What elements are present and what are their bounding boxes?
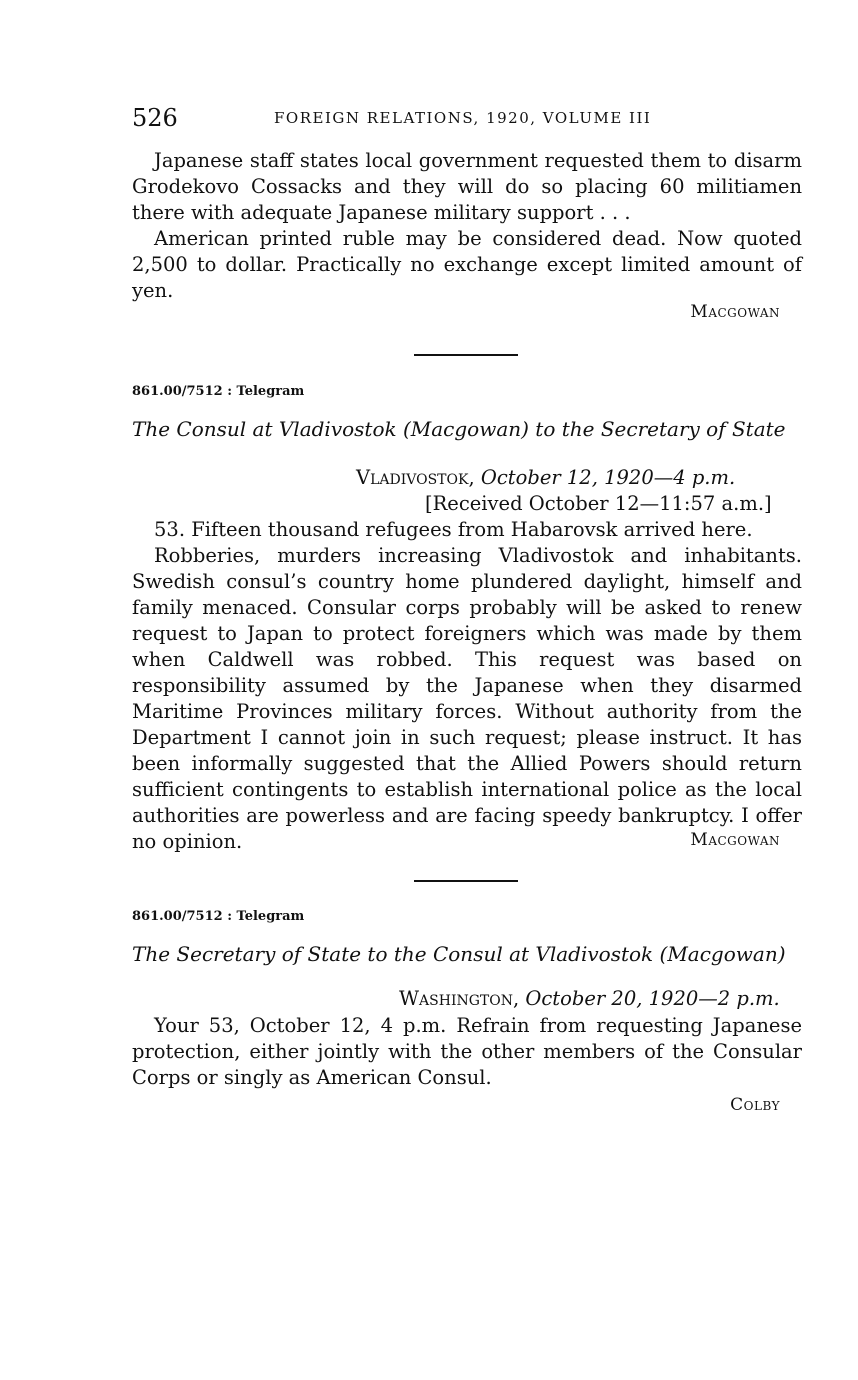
dateline [356, 466, 735, 489]
dateline-date: October 12, 1920—4 p.m. [480, 466, 736, 489]
page-header [132, 104, 802, 134]
file-reference: 861.00/7512 : Telegram [132, 384, 305, 399]
document-title: The Secretary of State to the Consul at Vladivostok (Macgowan) [132, 942, 786, 966]
paragraph: Robberies, murders increasing Vladivostok and inhabitants. Swedish consul’s country home plundered daylight, himself and family menaced. Consular corps probably will be asked to renew request to Japan to protect foreigners which was made by them when Caldwell was robbed. This request was based on responsibility assumed by the Japanese when they disarmed Maritime Provinces military forces. Without authority from the Department I cannot join in such request; please instruct. It has been informally suggested that the Allied Powers should return sufficient contingents to establish international police as the local authorities are powerless and are facing speedy bankruptcy. I offer no opinion. [132, 544, 802, 853]
document-body [132, 1013, 802, 1091]
signature: Macgowan [690, 302, 780, 322]
paragraph: Your 53, October 12, 4 p.m. Refrain from requesting Japanese protection, either jointly with the other members of the Consular Corps or singly as American Consul. [132, 1014, 802, 1089]
running-head: FOREIGN RELATIONS, 1920, VOLUME III [274, 109, 652, 127]
document-title: The Consul at Vladivostok (Macgowan) to the Secretary of State [132, 417, 786, 441]
dateline-date: October 20, 1920—2 p.m. [525, 987, 780, 1010]
signature: Colby [730, 1095, 780, 1115]
paragraph: Japanese staff states local government requested them to disarm Grodekovo Cossacks and they will do so placing 60 militiamen there with adequate Japanese military support . . . [132, 149, 802, 224]
received-note: [Received October 12—11:57 a.m.] [425, 492, 772, 515]
signature: Macgowan [690, 830, 780, 850]
dateline-place: Vladivostok, [356, 466, 475, 489]
document-body [132, 517, 802, 855]
paragraph: American printed ruble may be considered dead. Now quoted 2,500 to dollar. Practically no exchange except limited amount of yen. [132, 227, 802, 302]
section-divider [414, 880, 518, 882]
paragraph: 53. Fifteen thousand refugees from Habarovsk arrived here. [154, 518, 753, 541]
file-reference: 861.00/7512 : Telegram [132, 909, 305, 924]
dateline [399, 987, 780, 1010]
section-divider [414, 354, 518, 356]
dateline-place: Washington, [399, 987, 520, 1010]
page-number: 526 [132, 104, 178, 132]
continued-text [132, 148, 802, 304]
